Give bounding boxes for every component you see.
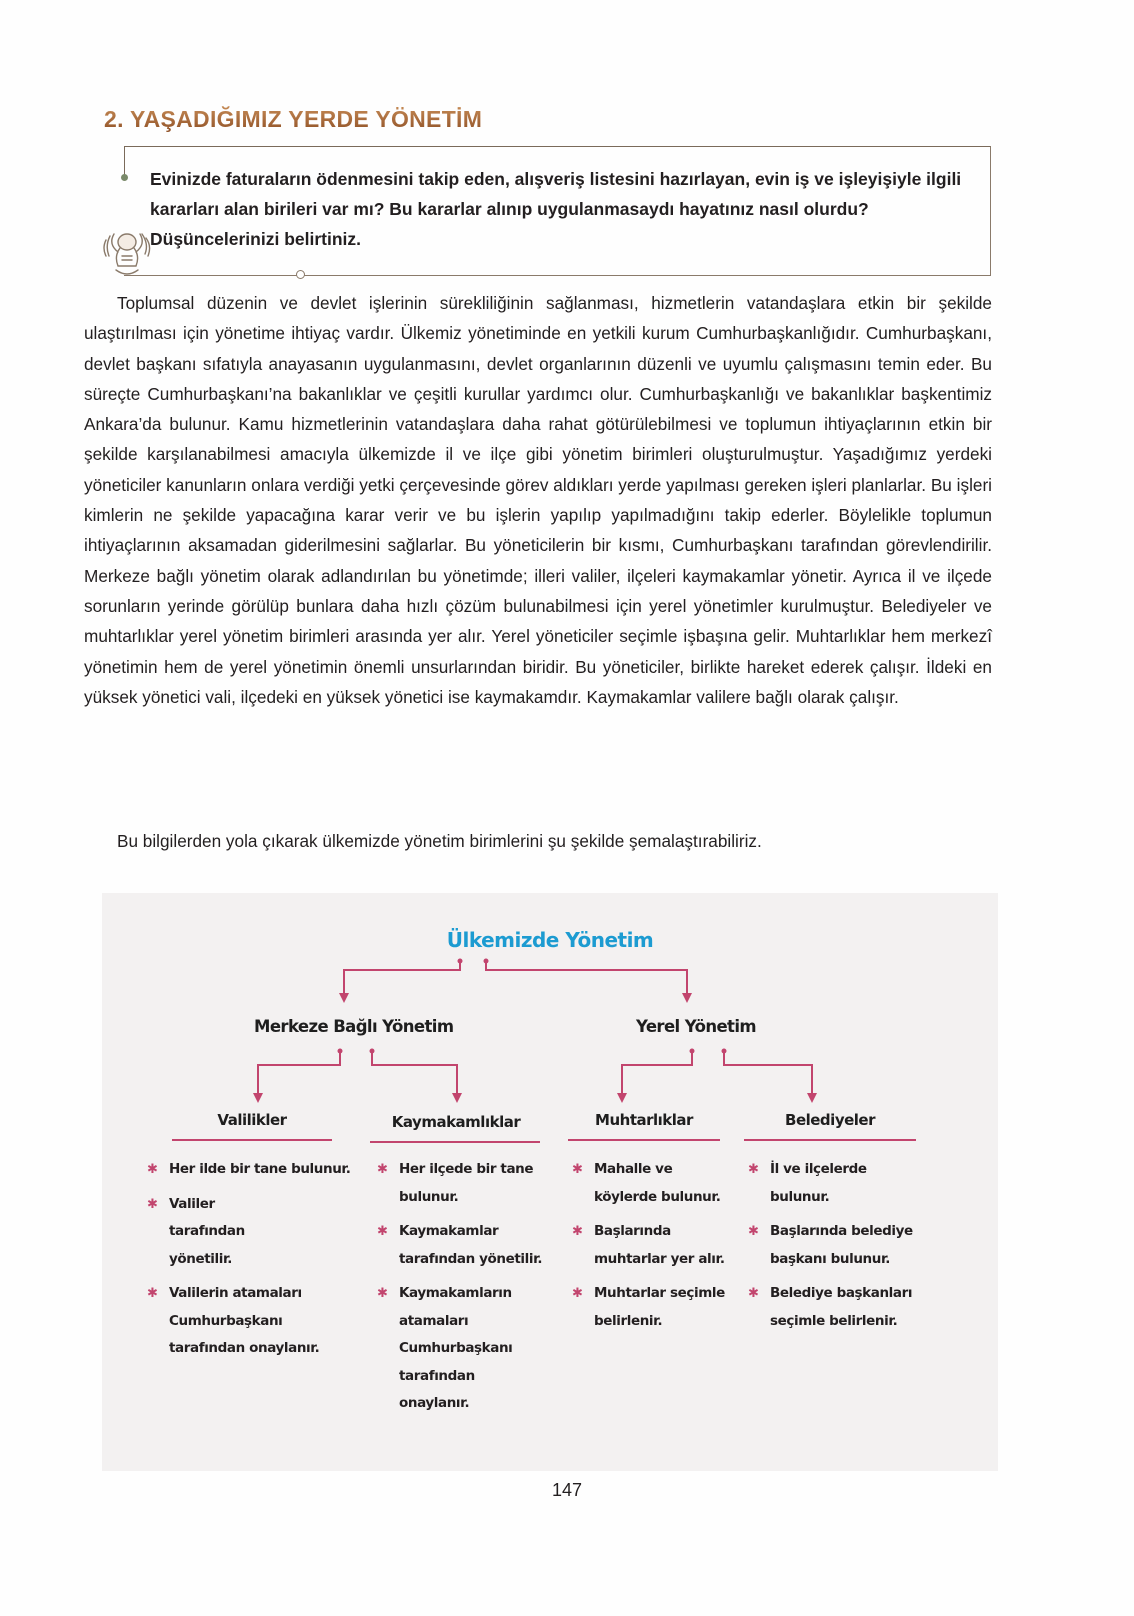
thinking-person-icon bbox=[100, 222, 156, 282]
bullet-icon: ✱ bbox=[572, 1286, 583, 1301]
unit-title-belediyeler: Belediyeler bbox=[785, 1111, 875, 1129]
unit-title-valilikler: Valilikler bbox=[217, 1111, 287, 1129]
unit-list-valilikler bbox=[147, 1156, 357, 1370]
unit-rule-valilikler bbox=[172, 1139, 332, 1141]
question-box-bottom-dot bbox=[296, 270, 305, 279]
bullet-icon: ✱ bbox=[147, 1162, 158, 1177]
branch-local-government: Yerel Yönetim bbox=[636, 1017, 756, 1036]
list-item: ✱ İl ve ilçelerde bulunur. bbox=[748, 1156, 918, 1211]
list-item: ✱ Her ilde bir tane bulunur. bbox=[147, 1156, 357, 1184]
body-text bbox=[84, 288, 992, 712]
list-item: ✱ Mahalle ve köylerde bulunur. bbox=[572, 1156, 732, 1211]
unit-list-muhtarliklar bbox=[572, 1156, 732, 1342]
list-item: ✱ Muhtarlar seçimle belirlenir. bbox=[572, 1280, 732, 1335]
question-prompt: Evinizde faturaların ödenmesini takip eden, alışveriş listesini hazırlayan, evin iş ve işleyişiyle ilgili kararları alan birileri var mı? Bu kararlar alınıp uygulanmasaydı hayatınız nasıl olurdu? Düşüncelerinizi belirtiniz. bbox=[150, 169, 962, 249]
list-item: ✱ Valilerin atamaları Cumhurbaşkanı tarafından onaylanır. bbox=[147, 1280, 357, 1363]
unit-rule-muhtarliklar bbox=[568, 1139, 720, 1141]
bullet-icon: ✱ bbox=[748, 1162, 759, 1177]
unit-rule-kaymakamliklar bbox=[370, 1141, 540, 1143]
question-box-dot bbox=[121, 174, 128, 181]
page-number: 147 bbox=[551, 1480, 583, 1500]
body-paragraph: Toplumsal düzenin ve devlet işlerinin sürekliliğinin sağlanması, hizmetlerin vatandaşlara etkin bir şekilde ulaştırılması için yönetime ihtiyaç vardır. Ülkemiz yönetiminde en yetkili kurum Cumhurbaşkanlığıdır. Cumhurbaşkanı, devlet başkanı sıfatıyla anayasanın uygulanmasını, devlet organlarının düzenli ve uyumlu çalışmasını temin eder. Bu süreçte Cumhurbaşkanı’na bakanlıklar ve çeşitli kurullar yardımcı olur. Cumhurbaşkanlığı ve bakanlıklar başkentimiz Ankara’da bulunur. Kamu hizmetlerinin vatandaşlara daha rahat götürülebilmesi ve toplumun ihtiyaçlarının etkin bir şekilde karşılanabilmesi amacıyla ülkemizde il ve ilçe gibi yönetim birimleri oluşturulmuştur. Yaşadığımız yerdeki yöneticiler kanunların onlara verdiği yetki çerçevesinde görev aldıkları yerde yapılması gereken işleri planlarlar. Bu işleri kimlerin ne şekilde yapacağına karar verir ve bu işlerin yapılıp yapılmadığını takip ederler. Böylelikle toplumun ihtiyaçlarının aksamadan giderilmesini sağlarlar. Bu yöneticilerin bir kısmı, Cumhurbaşkanı tarafından görevlendirilir. Merkeze bağlı yönetim olarak adlandırılan bu yönetimde; illeri valiler, ilçeleri kaymakamlar yönetir. Ayrıca il ve ilçede sorunların yerinde görülüp bunlara daha hızlı çözüm bulunabilmesi için yerel yönetimler kurulmuştur. Belediyeler ve muhtarlıklar yerel yönetim birimleri arasında yer alır. Yerel yöneticiler seçimle işbaşına gelir. Muhtarlıklar hem merkezî yönetimin hem de yerel yönetimin önemli unsurlarından biridir. Bu yöneticiler, birlikte hareket ederek çalışır. İldeki en yüksek yönetici vali, ilçedeki en yüksek yönetici ise kaymakamdır. Kaymakamlar valilere bağlı olarak çalışır. bbox=[84, 293, 992, 707]
branch-central-government: Merkeze Bağlı Yönetim bbox=[254, 1017, 454, 1036]
unit-list-kaymakamliklar bbox=[377, 1156, 547, 1425]
bullet-icon: ✱ bbox=[377, 1224, 388, 1239]
bullet-icon: ✱ bbox=[377, 1162, 388, 1177]
bullet-icon: ✱ bbox=[748, 1224, 759, 1239]
list-item: ✱ Valiler tarafından yönetilir. bbox=[147, 1191, 357, 1274]
summary-sentence: Bu bilgilerden yola çıkarak ülkemizde yönetim birimlerini şu şekilde şemalaştırabiliriz. bbox=[117, 831, 762, 851]
bullet-icon: ✱ bbox=[572, 1162, 583, 1177]
government-structure-diagram bbox=[102, 893, 998, 1471]
unit-rule-belediyeler bbox=[744, 1139, 916, 1141]
section-title: 2. YAŞADIĞIMIZ YERDE YÖNETİM bbox=[104, 106, 483, 132]
diagram-title: Ülkemizde Yönetim bbox=[446, 928, 654, 952]
bullet-icon: ✱ bbox=[147, 1286, 158, 1301]
list-item: ✱ Her ilçede bir tane bulunur. bbox=[377, 1156, 547, 1211]
bullet-icon: ✱ bbox=[572, 1224, 583, 1239]
bullet-icon: ✱ bbox=[377, 1286, 388, 1301]
bullet-icon: ✱ bbox=[748, 1286, 759, 1301]
list-item: ✱ Kaymakamların atamaları Cumhurbaşkanı tarafından onaylanır. bbox=[377, 1280, 547, 1418]
list-item: ✱ Başlarında belediye başkanı bulunur. bbox=[748, 1218, 918, 1273]
unit-list-belediyeler bbox=[748, 1156, 918, 1342]
list-item: ✱ Başlarında muhtarlar yer alır. bbox=[572, 1218, 732, 1273]
unit-title-muhtarliklar: Muhtarlıklar bbox=[595, 1111, 693, 1129]
list-item: ✱ Belediye başkanları seçimle belirlenir. bbox=[748, 1280, 918, 1335]
bullet-icon: ✱ bbox=[147, 1196, 158, 1212]
unit-title-kaymakamliklar: Kaymakamlıklar bbox=[391, 1113, 521, 1131]
list-item: ✱ Kaymakamlar tarafından yönetilir. bbox=[377, 1218, 547, 1273]
